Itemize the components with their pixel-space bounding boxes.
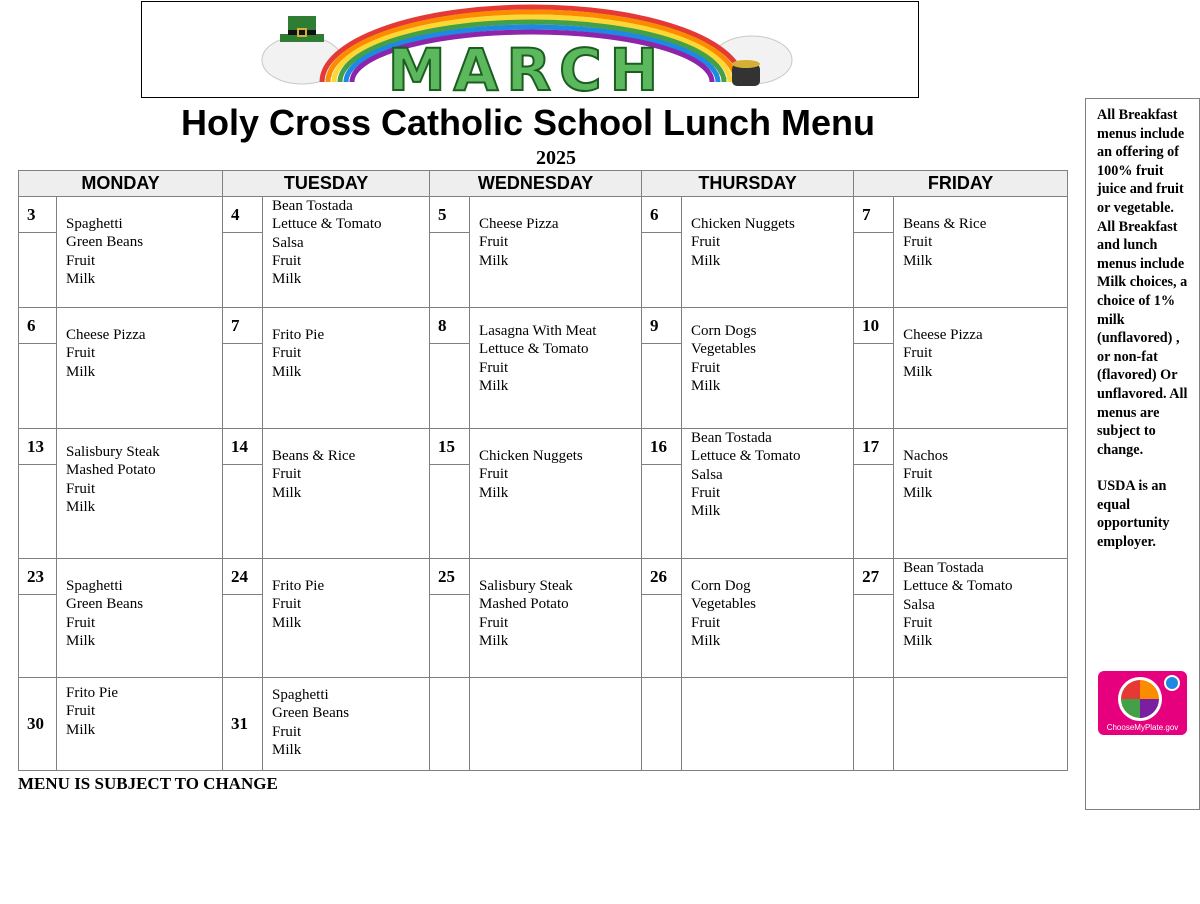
menu-item: Corn Dog [691, 578, 751, 594]
menu-item: Milk [479, 484, 509, 501]
menu-cell-thursday [682, 429, 854, 559]
day-number-divider [430, 594, 469, 595]
menu-item: Milk [691, 632, 721, 649]
week-row [19, 197, 1068, 308]
day-number: 10 [862, 316, 880, 335]
day-number-divider [223, 594, 262, 595]
menu-cell-friday [894, 197, 1068, 308]
menu-item: Salisbury Steak [479, 578, 573, 594]
menu-item: Fruit [479, 234, 509, 251]
menu-item: Fruit [903, 345, 933, 362]
menu-cell-thursday [682, 197, 854, 308]
menu-cell-wednesday [470, 197, 642, 308]
week-row [19, 429, 1068, 559]
day-number: 3 [27, 205, 36, 224]
menu-item: Spaghetti [272, 687, 329, 703]
day-number-divider [642, 343, 681, 344]
menu-item: Salsa [272, 234, 304, 251]
menu-item: Fruit [691, 359, 721, 376]
day-number-divider [854, 594, 893, 595]
menu-item: Fruit [272, 466, 302, 483]
menu-cell-tuesday [263, 429, 430, 559]
day-number-divider [19, 594, 56, 595]
day-number-cell [223, 197, 263, 308]
day-number-cell [19, 678, 57, 771]
banner-month-text: MARCH [387, 36, 667, 97]
menu-item: Spaghetti [66, 578, 123, 594]
menu-item: Frito Pie [272, 578, 325, 594]
day-number-cell [854, 429, 894, 559]
menu-item: Fruit [66, 703, 96, 720]
menu-item: Milk [66, 721, 96, 738]
menu-cell-tuesday [263, 197, 430, 308]
day-number-cell [430, 429, 470, 559]
menu-item: Milk [66, 270, 96, 287]
menu-item: Fruit [903, 614, 933, 631]
day-number-cell [223, 559, 263, 678]
header-friday: FRIDAY [854, 171, 1068, 197]
page-title: Holy Cross Catholic School Lunch Menu [180, 102, 876, 143]
day-number: 15 [438, 437, 456, 456]
menu-item: Fruit [66, 345, 96, 362]
header-monday: MONDAY [19, 171, 223, 197]
day-number: 25 [438, 567, 456, 586]
side-note-box [1085, 98, 1200, 810]
day-number-cell [223, 429, 263, 559]
menu-item: Milk [903, 363, 933, 380]
menu-item: Milk [903, 484, 933, 501]
menu-item: Frito Pie [272, 327, 325, 343]
day-number-cell [642, 197, 682, 308]
menu-item: Fruit [66, 480, 96, 497]
menu-item: Salsa [691, 466, 723, 483]
day-number-divider [854, 232, 893, 233]
menu-item: Milk [691, 377, 721, 394]
menu-cell-wednesday [470, 429, 642, 559]
year-label: 2025 [536, 147, 576, 169]
menu-item: Nachos [903, 448, 949, 464]
day-number: 24 [231, 567, 249, 586]
week-row [19, 559, 1068, 678]
day-number: 6 [27, 316, 36, 335]
day-number-cell [642, 678, 682, 771]
menu-item: Milk [272, 363, 302, 380]
day-number-divider [223, 464, 262, 465]
footer-note: MENU IS SUBJECT TO CHANGE [18, 774, 278, 793]
day-number: 16 [650, 437, 668, 456]
day-number: 26 [650, 567, 668, 586]
day-number: 7 [231, 316, 240, 335]
menu-item: Corn Dogs [691, 323, 757, 339]
menu-item: Salsa [903, 596, 935, 613]
menu-cell-friday [894, 429, 1068, 559]
menu-item: Fruit [691, 614, 721, 631]
day-number: 31 [231, 714, 249, 733]
day-number: 4 [231, 205, 240, 224]
menu-item: Milk [66, 363, 96, 380]
day-number-cell [19, 559, 57, 678]
day-number-cell [854, 559, 894, 678]
menu-item: Lettuce & Tomato [479, 341, 589, 358]
day-number-divider [642, 464, 681, 465]
choosemyplate-logo [1098, 671, 1187, 735]
menu-cell-monday [57, 308, 223, 429]
menu-item: Milk [479, 252, 509, 269]
header-wednesday: WEDNESDAY [430, 171, 642, 197]
day-number [430, 678, 469, 714]
day-number-cell [430, 559, 470, 678]
menu-item: Milk [479, 377, 509, 394]
menu-cell-tuesday [263, 308, 430, 429]
menu-item: Beans & Rice [903, 216, 987, 232]
side-note-usda: USDA is an equal opportunity employer. [1097, 478, 1170, 551]
menu-item: Milk [272, 271, 302, 288]
menu-item: Chicken Nuggets [479, 448, 583, 464]
menu-item: Milk [272, 484, 302, 501]
menu-cell-tuesday [263, 559, 430, 678]
menu-item: Milk [903, 633, 933, 650]
menu-item: Milk [691, 252, 721, 269]
day-number-divider [854, 464, 893, 465]
menu-item: Lettuce & Tomato [691, 448, 801, 465]
menu-item: Fruit [691, 484, 721, 501]
menu-item: Bean Tostada [691, 430, 772, 446]
day-number: 30 [27, 714, 44, 733]
menu-item: Cheese Pizza [479, 216, 559, 232]
menu-item: Salisbury Steak [66, 444, 160, 460]
day-number-cell [19, 429, 57, 559]
menu-item: Fruit [272, 252, 302, 269]
menu-cell-thursday [682, 678, 854, 771]
menu-cell-friday [894, 308, 1068, 429]
menu-item: Fruit [479, 359, 509, 376]
header-tuesday: TUESDAY [223, 171, 430, 197]
menu-item: Fruit [272, 596, 302, 613]
day-number-cell [19, 197, 57, 308]
day-number [642, 678, 681, 714]
menu-item: Milk [479, 632, 509, 649]
menu-cell-tuesday [263, 678, 430, 771]
menu-item: Bean Tostada [903, 560, 984, 576]
day-number-cell [854, 678, 894, 771]
day-number-divider [19, 464, 56, 465]
menu-cell-wednesday [470, 678, 642, 771]
menu-item: Milk [272, 741, 302, 758]
choosemyplate-text: ChooseMyPlate.gov [1106, 723, 1179, 732]
menu-item: Fruit [903, 234, 933, 251]
day-number-divider [19, 343, 56, 344]
day-number-divider [430, 232, 469, 233]
day-number-divider [223, 343, 262, 344]
day-number-divider [642, 232, 681, 233]
day-number: 14 [231, 437, 249, 456]
menu-item: Green Beans [66, 596, 144, 613]
day-number-cell [223, 308, 263, 429]
menu-item: Vegetables [691, 341, 757, 358]
day-number: 8 [438, 316, 447, 335]
day-number-cell [430, 308, 470, 429]
day-number-cell [430, 678, 470, 771]
day-number: 5 [438, 205, 447, 224]
menu-item: Lettuce & Tomato [272, 216, 382, 233]
day-number-cell [642, 429, 682, 559]
menu-item: Milk [272, 614, 302, 631]
header-thursday: THURSDAY [642, 171, 854, 197]
day-number-divider [430, 343, 469, 344]
menu-item: Lasagna With Meat [479, 323, 597, 339]
menu-item: Green Beans [66, 234, 144, 251]
day-number: 17 [862, 437, 880, 456]
menu-item: Cheese Pizza [66, 327, 146, 343]
side-note-breakfast: All Breakfast menus include an offering of 100% fruit juice and fruit or vegetable. All Breakfast and lunch menus include Milk choices, a choice of 1% milk (unflavored) , or non-fat (flavored) Or unflavored. All menus are subject to change. [1097, 107, 1188, 458]
menu-cell-thursday [682, 308, 854, 429]
menu-item: Cheese Pizza [903, 327, 983, 343]
weekday-header-row [19, 171, 1068, 197]
day-number: 9 [650, 316, 659, 335]
day-number-cell [642, 559, 682, 678]
day-number: 6 [650, 205, 659, 224]
menu-item: Fruit [66, 252, 96, 269]
week-row [19, 308, 1068, 429]
day-number-divider [854, 343, 893, 344]
menu-item: Chicken Nuggets [691, 216, 795, 232]
menu-item: Beans & Rice [272, 448, 356, 464]
menu-cell-monday [57, 197, 223, 308]
menu-item: Vegetables [691, 596, 757, 613]
menu-item: Milk [66, 632, 96, 649]
menu-cell-wednesday [470, 559, 642, 678]
menu-cell-monday [57, 678, 223, 771]
menu-item: Frito Pie [66, 685, 119, 701]
menu-cell-thursday [682, 559, 854, 678]
menu-item: Milk [66, 498, 96, 515]
day-number-cell [430, 197, 470, 308]
menu-cell-wednesday [470, 308, 642, 429]
day-number-cell [223, 678, 263, 771]
day-number-divider [223, 232, 262, 233]
day-number: 27 [862, 567, 880, 586]
day-number-cell [854, 308, 894, 429]
rainbow-banner-image [142, 2, 918, 97]
march-banner [141, 1, 919, 98]
menu-item: Fruit [479, 614, 509, 631]
menu-item: Milk [691, 503, 721, 520]
day-number-divider [19, 232, 56, 233]
menu-cell-monday [57, 559, 223, 678]
menu-item: Fruit [272, 345, 302, 362]
day-number: 13 [27, 437, 44, 456]
day-number: 7 [862, 205, 871, 224]
day-number-cell [642, 308, 682, 429]
week-row [19, 678, 1068, 771]
menu-item: Fruit [691, 234, 721, 251]
menu-item: Fruit [903, 466, 933, 483]
lunch-menu-calendar [18, 170, 1068, 771]
day-number-divider [642, 594, 681, 595]
menu-item: Spaghetti [66, 216, 123, 232]
menu-item: Fruit [272, 723, 302, 740]
menu-item: Fruit [66, 614, 96, 631]
day-number-divider [430, 464, 469, 465]
menu-item: Lettuce & Tomato [903, 578, 1013, 595]
menu-item: Bean Tostada [272, 198, 353, 214]
day-number-cell [19, 308, 57, 429]
menu-item: Fruit [479, 466, 509, 483]
day-number [854, 678, 893, 714]
menu-cell-friday [894, 678, 1068, 771]
menu-item: Mashed Potato [479, 596, 569, 613]
menu-item: Mashed Potato [66, 462, 156, 479]
day-number: 23 [27, 567, 44, 586]
menu-cell-friday [894, 559, 1068, 678]
menu-item: Green Beans [272, 705, 350, 722]
menu-cell-monday [57, 429, 223, 559]
day-number-cell [854, 197, 894, 308]
menu-item: Milk [903, 252, 933, 269]
